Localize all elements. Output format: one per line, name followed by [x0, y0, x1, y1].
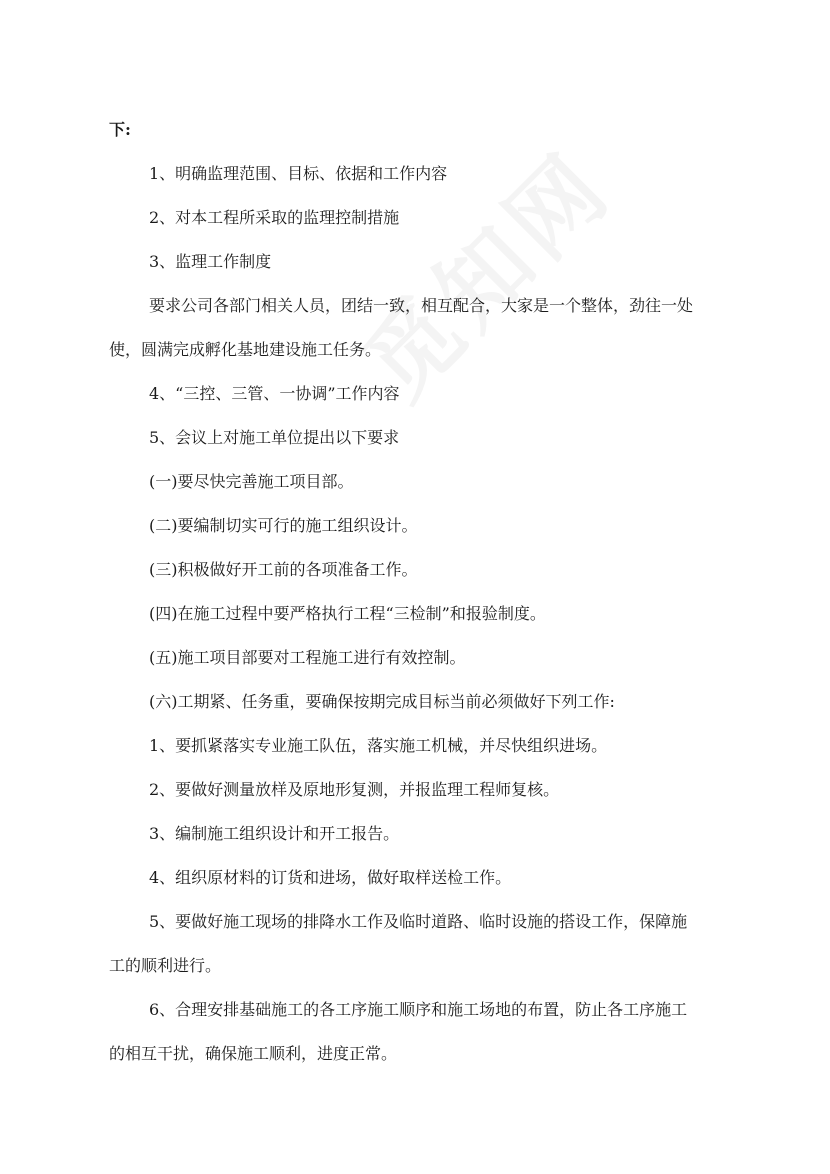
paragraph-line: (二)要编制切实可行的施工组织设计。 [149, 516, 418, 535]
paragraph-line: 工的顺利进行。 [109, 956, 222, 975]
paragraph-line: 3、编制施工组织设计和开工报告。 [149, 824, 400, 843]
paragraph-line: 1、明确监理范围、目标、依据和工作内容 [149, 164, 448, 183]
paragraph-line: 4、“三控、三管、一协调”工作内容 [149, 384, 400, 403]
paragraph-line: (六)工期紧、任务重，要确保按期完成目标当前必须做好下列工作: [149, 692, 615, 711]
paragraph-line: 5、会议上对施工单位提出以下要求 [149, 428, 400, 447]
paragraph-line: 要求公司各部门相关人员，团结一致，相互配合，大家是一个整体，劲往一处 [149, 296, 694, 315]
paragraph-line: 3、监理工作制度 [149, 252, 272, 271]
paragraph-line: (三)积极做好开工前的各项准备工作。 [149, 560, 418, 579]
paragraph-line: 使，圆满完成孵化基地建设施工任务。 [109, 340, 382, 359]
paragraph-line: 5、要做好施工现场的排降水工作及临时道路、临时设施的搭设工作，保障施 [149, 912, 688, 931]
paragraph-line: 1、要抓紧落实专业施工队伍，落实施工机械，并尽快组织进场。 [149, 736, 608, 755]
paragraph-line: 6、合理安排基础施工的各工序施工顺序和施工场地的布置，防止各工序施工 [149, 1000, 688, 1019]
paragraph-line: 2、要做好测量放样及原地形复测，并报监理工程师复核。 [149, 780, 560, 799]
paragraph-line: 的相互干扰，确保施工顺利，进度正常。 [109, 1044, 398, 1063]
paragraph-line: (五)施工项目部要对工程施工进行有效控制。 [149, 648, 466, 667]
paragraph-line: (四)在施工过程中要严格执行工程“三检制”和报验制度。 [149, 604, 546, 623]
paragraph-line: (一)要尽快完善施工项目部。 [149, 472, 354, 491]
paragraph-line: 2、对本工程所采取的监理控制措施 [149, 208, 400, 227]
paragraph-line: 下: [109, 120, 131, 139]
paragraph-line: 4、组织原材料的订货和进场，做好取样送检工作。 [149, 868, 512, 887]
document-body [109, 108, 721, 1076]
